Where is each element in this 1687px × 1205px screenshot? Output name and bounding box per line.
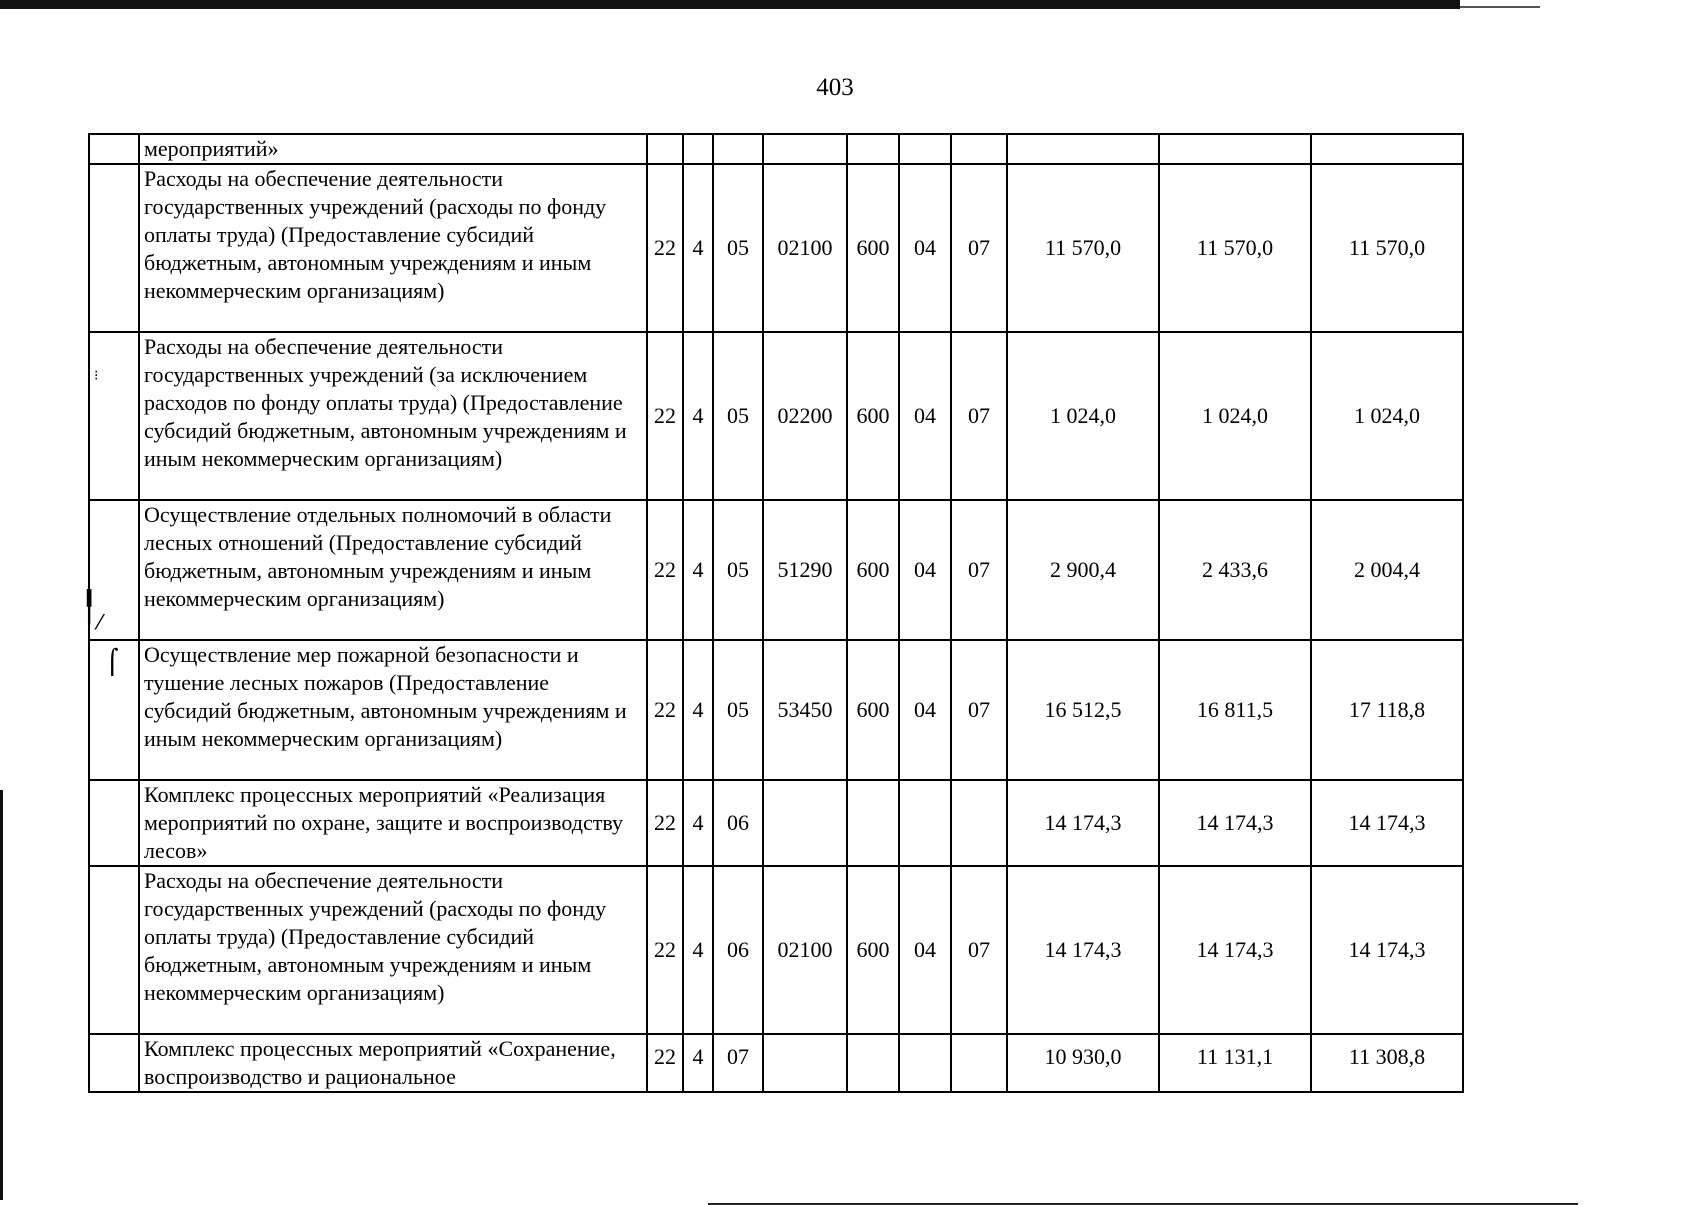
- section-code: 4: [683, 780, 713, 866]
- grbs-code: [647, 134, 683, 164]
- row-description: Расходы на обеспечение деятельности государственных учреждений (расходы по фонду оплаты труда) (Предоставление субсидий бюджетным, автономным учреждениям и иным некоммерческим организациям): [139, 866, 647, 1034]
- scan-handwritten-mark: ╿: [80, 590, 99, 625]
- expense-type-code: 600: [847, 500, 899, 640]
- row-number-cell: [89, 1034, 139, 1092]
- expense-type-code: [847, 1034, 899, 1092]
- grbs-code: 22: [647, 332, 683, 500]
- amount-year-3: 11 308,8: [1311, 1034, 1463, 1092]
- table-row: [89, 332, 1463, 500]
- subsection-code: 05: [713, 164, 763, 332]
- table-row: [89, 866, 1463, 1034]
- chapter-code: 04: [899, 866, 951, 1034]
- article-code: 07: [951, 332, 1007, 500]
- subsection-code: 06: [713, 780, 763, 866]
- page-number: 403: [816, 74, 854, 101]
- program-code: 02100: [763, 866, 847, 1034]
- chapter-code: [899, 1034, 951, 1092]
- scan-top-border-thin: [1460, 6, 1540, 8]
- amount-year-1: 11 570,0: [1007, 164, 1159, 332]
- section-code: 4: [683, 500, 713, 640]
- row-description: Комплекс процессных мероприятий «Сохранение, воспроизводство и рациональное: [139, 1034, 647, 1092]
- expense-type-code: 600: [847, 164, 899, 332]
- article-code: [951, 780, 1007, 866]
- chapter-code: 04: [899, 500, 951, 640]
- article-code: 07: [951, 866, 1007, 1034]
- amount-year-1: [1007, 134, 1159, 164]
- row-description: Осуществление отдельных полномочий в области лесных отношений (Предоставление субсидий бюджетным, автономным учреждениям и иным некоммерческим организациям): [139, 500, 647, 640]
- row-description: Комплекс процессных мероприятий «Реализация мероприятий по охране, защите и воспроизводству лесов»: [139, 780, 647, 866]
- scan-left-edge: [0, 790, 3, 1200]
- row-number-cell: [89, 164, 139, 332]
- row-description: мероприятий»: [139, 134, 647, 164]
- amount-year-2: 14 174,3: [1159, 866, 1311, 1034]
- article-code: [951, 134, 1007, 164]
- program-code: 51290: [763, 500, 847, 640]
- subsection-code: 06: [713, 866, 763, 1034]
- amount-year-1: 14 174,3: [1007, 866, 1159, 1034]
- amount-year-2: 1 024,0: [1159, 332, 1311, 500]
- amount-year-2: 11 131,1: [1159, 1034, 1311, 1092]
- row-number-cell: [89, 780, 139, 866]
- article-code: 07: [951, 500, 1007, 640]
- section-code: 4: [683, 866, 713, 1034]
- table-row: [89, 640, 1463, 780]
- program-code: [763, 780, 847, 866]
- amount-year-2: 11 570,0: [1159, 164, 1311, 332]
- budget-table: [88, 133, 1464, 1093]
- row-number-cell: [89, 332, 139, 500]
- table-row: [89, 134, 1463, 164]
- subsection-code: 07: [713, 1034, 763, 1092]
- grbs-code: 22: [647, 1034, 683, 1092]
- section-code: 4: [683, 164, 713, 332]
- amount-year-2: 2 433,6: [1159, 500, 1311, 640]
- amount-year-1: 14 174,3: [1007, 780, 1159, 866]
- program-code: 53450: [763, 640, 847, 780]
- subsection-code: 05: [713, 332, 763, 500]
- amount-year-1: 1 024,0: [1007, 332, 1159, 500]
- program-code: [763, 134, 847, 164]
- section-code: 4: [683, 640, 713, 780]
- subsection-code: 05: [713, 500, 763, 640]
- expense-type-code: [847, 134, 899, 164]
- row-description: Расходы на обеспечение деятельности государственных учреждений (за исключением расходов по фонду оплаты труда) (Предоставление субсидий бюджетным, автономным учреждениям и иным некоммерческим организациям): [139, 332, 647, 500]
- table-row: [89, 164, 1463, 332]
- grbs-code: 22: [647, 780, 683, 866]
- grbs-code: 22: [647, 866, 683, 1034]
- amount-year-3: 17 118,8: [1311, 640, 1463, 780]
- program-code: 02100: [763, 164, 847, 332]
- program-code: [763, 1034, 847, 1092]
- amount-year-3: 1 024,0: [1311, 332, 1463, 500]
- amount-year-3: 14 174,3: [1311, 866, 1463, 1034]
- amount-year-3: 14 174,3: [1311, 780, 1463, 866]
- scan-handwritten-mark-3: ⌠: [106, 648, 119, 676]
- grbs-code: 22: [647, 640, 683, 780]
- amount-year-1: 10 930,0: [1007, 1034, 1159, 1092]
- amount-year-3: 11 570,0: [1311, 164, 1463, 332]
- row-number-cell: [89, 500, 139, 640]
- scan-speck-mark: ⁝: [94, 368, 99, 384]
- table-row: [89, 500, 1463, 640]
- grbs-code: 22: [647, 500, 683, 640]
- row-description: Расходы на обеспечение деятельности государственных учреждений (расходы по фонду оплаты труда) (Предоставление субсидий бюджетным, автономным учреждениям и иным некоммерческим организациям): [139, 164, 647, 332]
- amount-year-3: [1311, 134, 1463, 164]
- chapter-code: [899, 134, 951, 164]
- expense-type-code: 600: [847, 640, 899, 780]
- article-code: [951, 1034, 1007, 1092]
- amount-year-2: 16 811,5: [1159, 640, 1311, 780]
- chapter-code: 04: [899, 164, 951, 332]
- row-number-cell: [89, 866, 139, 1034]
- article-code: 07: [951, 164, 1007, 332]
- row-number-cell: [89, 640, 139, 780]
- article-code: 07: [951, 640, 1007, 780]
- section-code: 4: [683, 1034, 713, 1092]
- amount-year-2: 14 174,3: [1159, 780, 1311, 866]
- scan-top-border: [0, 0, 1460, 9]
- row-description: Осуществление мер пожарной безопасности и тушение лесных пожаров (Предоставление субсидий бюджетным, автономным учреждениям и иным некоммерческим организациям): [139, 640, 647, 780]
- chapter-code: [899, 780, 951, 866]
- program-code: 02200: [763, 332, 847, 500]
- grbs-code: 22: [647, 164, 683, 332]
- expense-type-code: 600: [847, 866, 899, 1034]
- scan-handwritten-mark-2: ⁄: [98, 610, 102, 634]
- amount-year-1: 2 900,4: [1007, 500, 1159, 640]
- subsection-code: 05: [713, 640, 763, 780]
- row-number-cell: [89, 134, 139, 164]
- section-code: [683, 134, 713, 164]
- chapter-code: 04: [899, 640, 951, 780]
- table-row: [89, 1034, 1463, 1092]
- subsection-code: [713, 134, 763, 164]
- expense-type-code: [847, 780, 899, 866]
- table-row: [89, 780, 1463, 866]
- amount-year-1: 16 512,5: [1007, 640, 1159, 780]
- section-code: 4: [683, 332, 713, 500]
- amount-year-3: 2 004,4: [1311, 500, 1463, 640]
- amount-year-2: [1159, 134, 1311, 164]
- budget-table-body: [89, 134, 1463, 1092]
- chapter-code: 04: [899, 332, 951, 500]
- expense-type-code: 600: [847, 332, 899, 500]
